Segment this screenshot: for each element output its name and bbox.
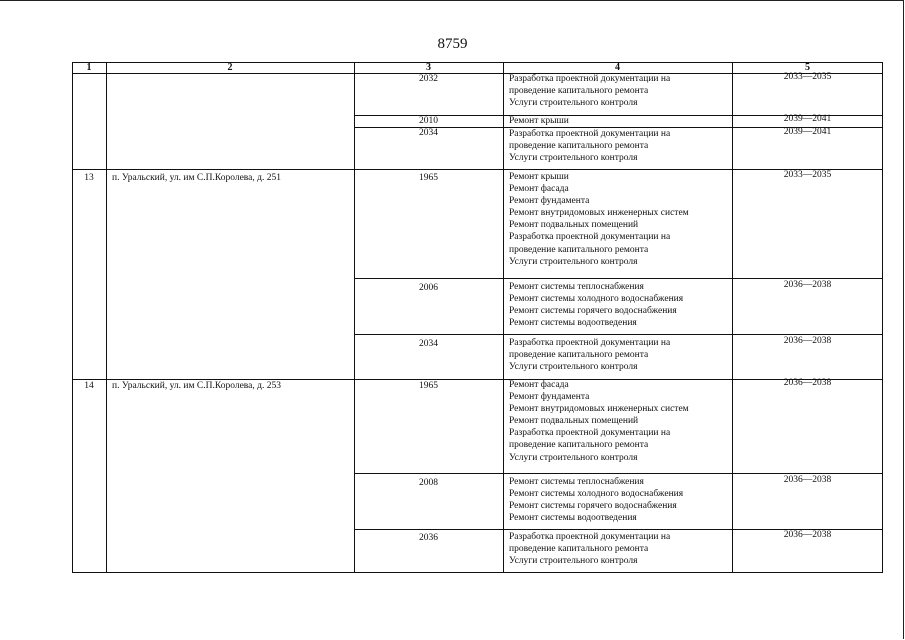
year-cell: 1965 <box>419 381 438 391</box>
works-cell: Ремонт системы теплоснабжения Ремонт системы холодного водоснабжения Ремонт системы горячего водоснабжения Ремонт системы водоотведения <box>509 477 684 524</box>
year-cell: 2036 <box>419 533 438 543</box>
year-cell: 2032 <box>419 74 438 84</box>
period-cell: 2036—2038 <box>783 530 832 540</box>
works-cell: Разработка проектной документации на проведение капитального ремонта Услуги строительного контроля <box>509 129 671 164</box>
period-cell: 2036—2038 <box>783 378 832 388</box>
header-col-1: 1 <box>86 62 92 73</box>
works-table <box>72 62 883 573</box>
year-cell: 2008 <box>419 478 438 488</box>
header-col-2: 2 <box>227 62 233 73</box>
year-cell: 2034 <box>419 339 438 349</box>
year-cell: 1965 <box>419 173 438 183</box>
page-number: 8759 <box>437 36 468 52</box>
works-cell: Разработка проектной документации на проведение капитального ремонта Услуги строительного контроля <box>509 338 671 373</box>
address-cell: п. Уральский, ул. им С.П.Королева, д. 253 <box>112 381 281 391</box>
header-col-3: 3 <box>426 62 431 73</box>
works-cell: Ремонт системы теплоснабжения Ремонт системы холодного водоснабжения Ремонт системы горячего водоснабжения Ремонт системы водоотведения <box>509 282 684 329</box>
period-cell: 2039—2041 <box>783 127 832 137</box>
period-cell: 2039—2041 <box>783 114 832 124</box>
header-col-5: 5 <box>805 62 810 73</box>
works-cell: Ремонт фасада Ремонт фундамента Ремонт внутридомовых инженерных систем Ремонт подвальных помещений Разработка проектной документации на проведение капитального ремонта Услуги строительного контроля <box>509 380 689 463</box>
address-cell: п. Уральский, ул. им С.П.Королева, д. 251 <box>112 173 281 183</box>
year-cell: 2034 <box>419 128 438 138</box>
period-cell: 2036—2038 <box>783 475 832 485</box>
header-col-4: 4 <box>615 62 620 73</box>
works-cell: Ремонт крыши Ремонт фасада Ремонт фундамента Ремонт внутридомовых инженерных систем Ремонт подвальных помещений Разработка проектной документации на проведение капитального ремонта Услуги строительного контроля <box>509 172 689 267</box>
period-cell: 2033—2035 <box>783 72 832 82</box>
row-number: 13 <box>84 173 94 183</box>
period-cell: 2033—2035 <box>783 170 832 180</box>
works-cell: Разработка проектной документации на проведение капитального ремонта Услуги строительного контроля <box>509 532 671 567</box>
period-cell: 2036—2038 <box>783 336 832 346</box>
row-number: 14 <box>84 381 94 391</box>
works-cell: Разработка проектной документации на проведение капитального ремонта Услуги строительного контроля <box>509 74 671 109</box>
year-cell: 2010 <box>419 116 438 126</box>
period-cell: 2036—2038 <box>783 280 832 290</box>
year-cell: 2006 <box>419 283 438 293</box>
works-cell: Ремонт крыши <box>509 116 569 126</box>
